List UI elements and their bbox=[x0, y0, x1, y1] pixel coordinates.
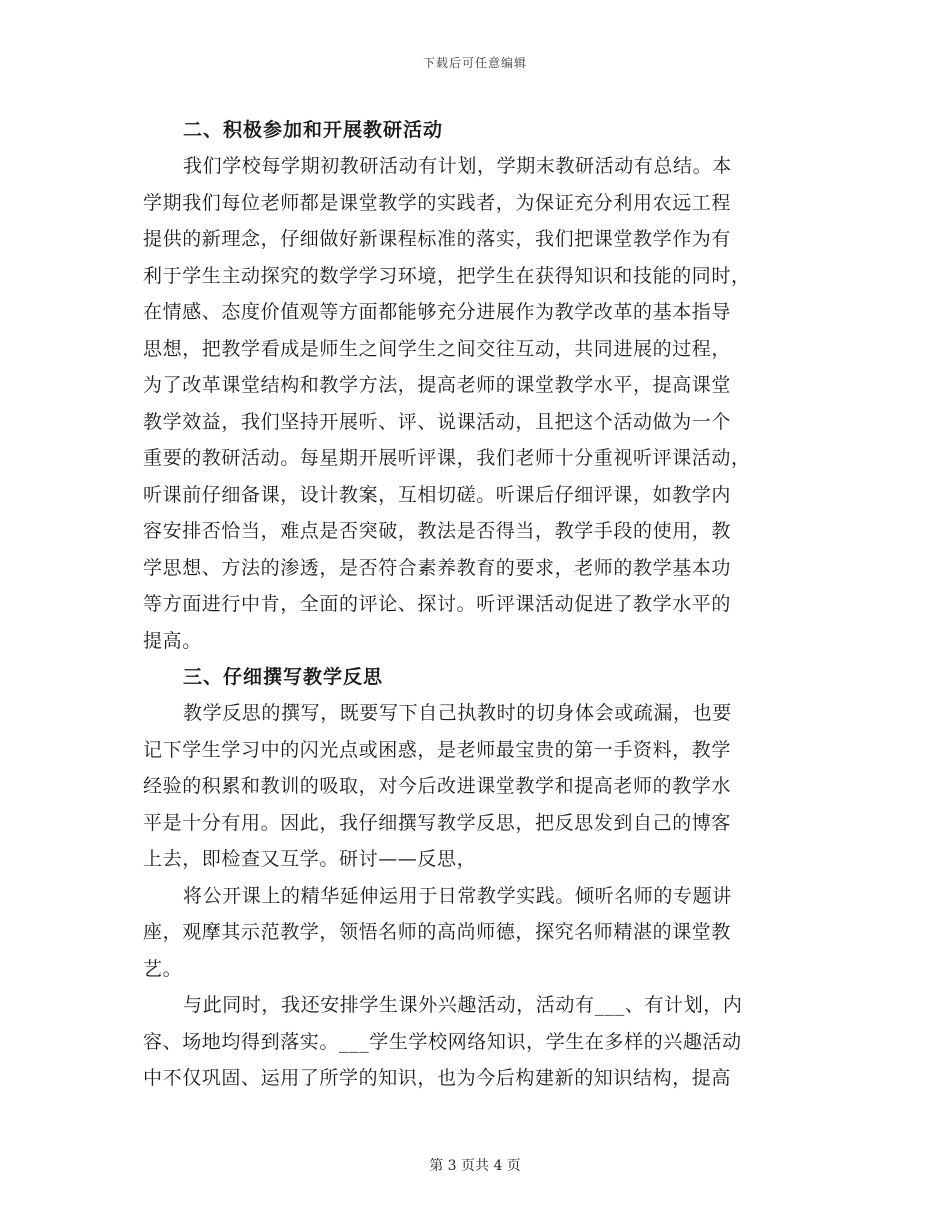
text-line: 提高。 bbox=[143, 629, 202, 652]
text-line: 思想，把教学看成是师生之间学生之间交往互动，共同进展的过程， bbox=[143, 337, 732, 360]
text-line: 为了改革课堂结构和教学方法，提高老师的课堂教学水平，提高课堂 bbox=[143, 374, 732, 396]
text-line: 上去，即检查又互学。研讨——反思， bbox=[143, 848, 477, 870]
text-line: 记下学生学习中的闪光点或困惑，是老师最宝贵的第一手资料，教学 bbox=[143, 738, 732, 761]
text-line: 利于学生主动探究的数学学习环境，把学生在获得知识和技能的同时， bbox=[143, 264, 751, 287]
page-footer: 第 3 页共 4 页 bbox=[429, 1158, 521, 1174]
text-line: 将公开课上的精华延伸运用于日常教学实践。倾听名师的专题讲 bbox=[183, 884, 732, 907]
paragraph bbox=[143, 878, 809, 988]
text-line: 艺。 bbox=[143, 957, 183, 980]
text-line: 容安排否恰当，难点是否突破，教法是否得当，教学手段的使用，教 bbox=[143, 520, 732, 542]
text-line: 等方面进行中肯，全面的评论、探讨。听评课活动促进了教学水平的 bbox=[143, 593, 732, 615]
page-header: 下载后可任意编辑 bbox=[422, 56, 527, 70]
paragraph bbox=[143, 148, 809, 659]
text-line: 教学反思的撰写，既要写下自己执教时的切身体会或疏漏，也要 bbox=[183, 702, 732, 724]
paragraph bbox=[143, 987, 809, 1097]
text-line: 教学效益，我们坚持开展听、评、说课活动，且把这个活动做为一个 bbox=[143, 410, 732, 433]
text-line: 座，观摩其示范教学，领悟名师的高尚师德，探究名师精湛的课堂教 bbox=[143, 921, 732, 943]
paragraph bbox=[143, 695, 809, 878]
text-line: 中不仅巩固、运用了所学的知识，也为今后构建新的知识结构，提高 bbox=[143, 1067, 732, 1089]
text-line: 与此同时，我还安排学生课外兴趣活动，活动有___、有计划，内 bbox=[183, 994, 743, 1016]
text-line: 听课前仔细备课，设计教案，互相切磋。听课后仔细评课，如教学内 bbox=[143, 483, 732, 506]
text-line: 我们学校每学期初教研活动有计划，学期末教研活动有总结。本 bbox=[183, 155, 732, 177]
text-line: 重要的教研活动。每星期开展听评课，我们老师十分重视听评课活动， bbox=[143, 447, 751, 469]
text-line: 经验的积累和教训的吸取，对今后改进课堂教学和提高老师的教学水 bbox=[143, 775, 732, 797]
text-line: 容、场地均得到落实。___学生学校网络知识，学生在多样的兴趣活动 bbox=[143, 1030, 742, 1053]
section-heading: 二、积极参加和开展教研活动 bbox=[183, 119, 444, 141]
text-line: 在情感、态度价值观等方面都能够充分进展作为教学改革的基本指导 bbox=[143, 301, 732, 323]
text-line: 提供的新理念，仔细做好新课程标准的落实，我们把课堂教学作为有 bbox=[143, 228, 732, 250]
section-heading: 三、仔细撰写教学反思 bbox=[183, 666, 384, 688]
text-line: 学思想、方法的渗透，是否符合素养教育的要求，老师的教学基本功 bbox=[143, 556, 732, 579]
document-body bbox=[143, 112, 809, 1097]
text-line: 平是十分有用。因此，我仔细撰写教学反思，把反思发到自己的博客 bbox=[143, 811, 732, 834]
text-line: 学期我们每位老师都是课堂教学的实践者，为保证充分利用农远工程 bbox=[143, 191, 732, 214]
